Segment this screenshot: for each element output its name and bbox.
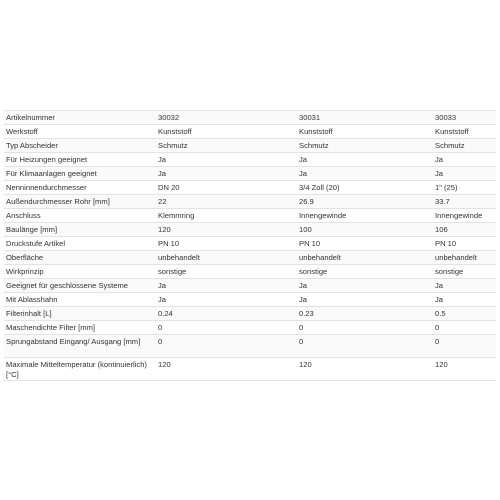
cell-value-2: sonstige [299,267,328,276]
table-row [4,194,496,208]
cell-value-1: 30032 [158,113,180,122]
cell-value-2: 3/4 Zoll (20) [299,183,340,192]
table-row [4,124,496,138]
cell-value-3: 106 [435,225,448,234]
cell-value-2: PN 10 [299,239,321,248]
row-label: Werkstoff [6,127,38,136]
cell-value-1: Klemmring [158,211,195,220]
cell-value-2: 0 [299,337,304,346]
cell-value-1: DN 20 [158,183,180,192]
cell-value-2: Ja [299,155,308,164]
cell-value-1: Ja [158,169,167,178]
cell-value-3: 1" (25) [435,183,458,192]
cell-value-1: 22 [158,197,167,206]
table-row [4,278,496,292]
row-label: Mit Ablasshahn [6,295,58,304]
row-label: Druckstufe Artikel [6,239,66,248]
cell-value-3: 33.7 [435,197,450,206]
row-label: Geeignet für geschlossene Systeme [6,281,128,290]
row-label: Typ Abscheider [6,141,58,150]
cell-value-3: 120 [435,360,448,369]
cell-value-3: Schmutz [435,141,465,150]
cell-value-3: sonstige [435,267,464,276]
cell-value-1: unbehandelt [158,253,200,262]
table-row [4,264,496,278]
row-label: Oberfläche [6,253,44,262]
row-label: Baulänge [mm] [6,225,58,234]
table-row [4,292,496,306]
table-row [4,166,496,180]
cell-value-2: 30031 [299,113,321,122]
cell-value-3: Ja [435,295,444,304]
table-row [4,152,496,166]
table-row [4,222,496,236]
row-label: Für Klimaanlagen geeignet [6,169,97,178]
row-label: Für Heizungen geeignet [6,155,88,164]
table-row [4,208,496,222]
table-row [4,110,496,124]
row-label: Wirkprinzip [6,267,44,276]
cell-value-1: 0 [158,323,163,332]
cell-value-1: 0.24 [158,309,173,318]
cell-value-3: unbehandelt [435,253,477,262]
row-label: Außendurchmesser Rohr [mm] [6,197,110,206]
cell-value-3: Ja [435,155,444,164]
cell-value-2: 0 [299,323,304,332]
cell-value-3: 30033 [435,113,457,122]
cell-value-1: sonstige [158,267,187,276]
cell-value-2: Schmutz [299,141,329,150]
cell-value-3: Ja [435,281,444,290]
cell-value-1: Kunststoff [158,127,192,136]
row-label: Maximale Mitteltemperatur (kontinuierlich) [°C] [6,360,147,379]
table-row [4,306,496,320]
cell-value-3: Kunststoff [435,127,469,136]
table-row [4,236,496,250]
cell-value-1: 120 [158,360,171,369]
cell-value-2: Ja [299,169,308,178]
cell-value-3: PN 10 [435,239,457,248]
cell-value-1: Ja [158,295,167,304]
row-label: Filterinhalt [L] [6,309,52,318]
row-label: Anschluss [6,211,41,220]
cell-value-3: 0 [435,323,440,332]
row-label: Artikelnummer [6,113,55,122]
cell-value-2: 120 [299,360,312,369]
table-row [4,250,496,264]
cell-value-2: Kunststoff [299,127,333,136]
row-label: Nenninnendurchmesser [6,183,87,192]
row-label: Maschendichte Filter [mm] [6,323,96,332]
cell-value-3: 0 [435,337,440,346]
cell-value-2: Innengewinde [299,211,347,220]
cell-value-1: 120 [158,225,171,234]
cell-value-2: Ja [299,295,308,304]
row-label: Sprungabstand Eingang/ Ausgang [mm] [6,337,141,346]
cell-value-3: Innengewinde [435,211,483,220]
cell-value-2: 26.9 [299,197,314,206]
cell-value-1: 0 [158,337,163,346]
table-row [4,357,496,381]
cell-value-2: Ja [299,281,308,290]
table-row [4,138,496,152]
cell-value-2: 100 [299,225,312,234]
cell-value-3: Ja [435,169,444,178]
table-row [4,334,496,357]
table-row [4,320,496,334]
spec-table [4,110,496,381]
cell-value-1: PN 10 [158,239,180,248]
cell-value-1: Ja [158,281,167,290]
cell-value-3: 0.5 [435,309,446,318]
cell-value-1: Ja [158,155,167,164]
cell-value-2: 0.23 [299,309,314,318]
table-row [4,180,496,194]
cell-value-1: Schmutz [158,141,188,150]
cell-value-2: unbehandelt [299,253,341,262]
